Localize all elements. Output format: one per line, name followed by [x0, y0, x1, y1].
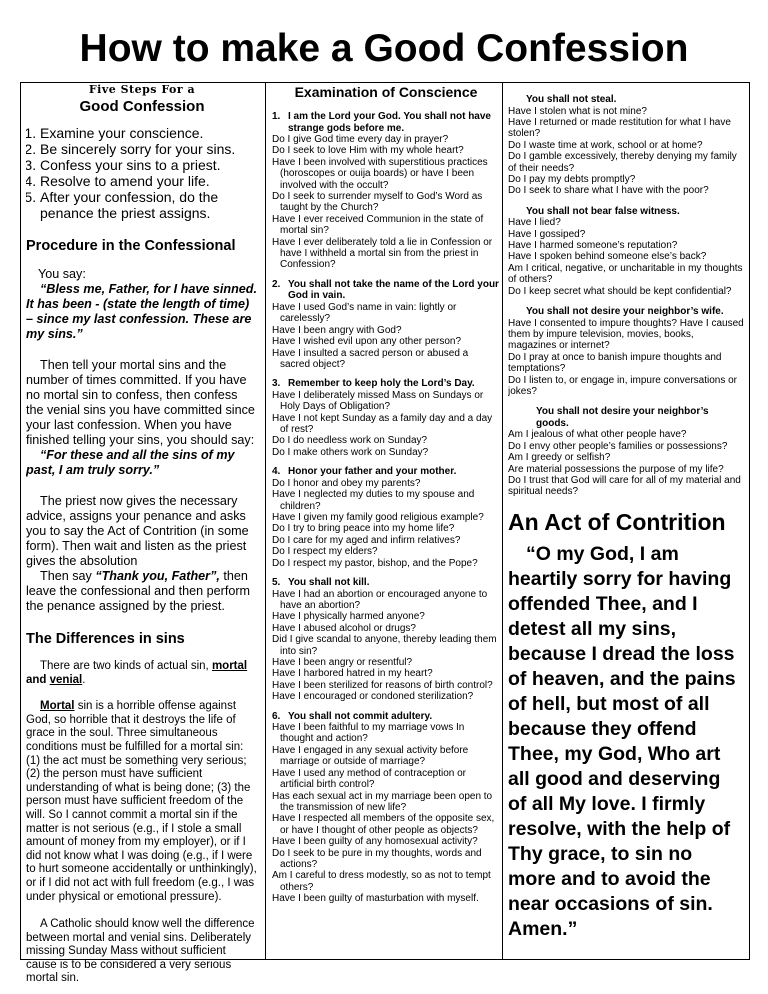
examination-question: Have I lied? [508, 217, 561, 229]
steps-heading: Good Confession [79, 98, 205, 115]
commandment-heading [272, 279, 500, 302]
act-of-contrition-text: “O my God, I am heartily sorry for having offended Thee, and I detest all my sins, because I dread the loss of heaven, and the pains of hell, but most of all because they offend Thee, my God, Who art all good and deserving of all My love. I firmly resolve, with the help of Thy grace, to sin no more and to avoid the near occasions of sin. Amen.” [508, 542, 736, 940]
commandment-heading [272, 711, 500, 723]
examination-question: Have I been angry with God? [272, 324, 402, 336]
examination-question: Do I waste time at work, school or at home? [508, 139, 703, 151]
examination-question: Have I neglected my duties to my spouse and children? [272, 489, 475, 512]
mortal-description: sin is a horrible offense against God, so horrible that it destroys the life of grace in the soul. Three simultaneous conditions must be fulfilled for a mortal sin: (1) the act must be something very serious; (2) the person must have sufficient understanding of what is being done; (3) the person must have sufficient freedom of the will. So I cannot commit a mortal sin if the matter is not serious (e.g., if I stole a small amount of money from my employer), or if I did not know what I was doing (e.g., if I were to hurt someone accidentally or unthinkingly), or if I did not act with full freedom (e.g., I was under physical or emotional pressure). [26, 700, 257, 903]
period: . [82, 673, 86, 686]
examination-question: Do I pay my debts promptly? [508, 173, 636, 185]
commandment-heading [272, 466, 500, 478]
steps-heading-small: Five Steps For a [88, 83, 196, 96]
commandment-text: Remember to keep holy the Lord’s Day. [288, 378, 475, 390]
examination-question: Have I abused alcohol or drugs? [272, 622, 416, 634]
procedure-heading: Procedure in the Confessional [26, 238, 236, 254]
venial-word: venial [49, 673, 83, 686]
thank-you-phrase: “Thank you, Father”, [95, 569, 220, 583]
examination-question: Have I used any method of contraception or artificial birth control? [272, 767, 467, 791]
commandment-heading [508, 406, 744, 429]
column-examination-cont [508, 82, 744, 942]
examination-question: Have I engaged in any sexual activity before marriage or outside of marriage? [272, 744, 469, 768]
column-steps-procedure [26, 82, 258, 986]
mortal-sin-text [26, 700, 258, 904]
examination-question: Have I ever deliberately told a lie in Confession or have I withheld a mortal sin from the priest in Confession? [272, 236, 493, 271]
examination-question: Do I try to bring peace into my home life? [272, 523, 455, 535]
examination-question: Do I honor and obey my parents? [272, 477, 421, 489]
examination-question: Have I spoken behind someone else’s back? [508, 251, 707, 263]
commandment-text: You shall not desire your neighbor’s goods. [536, 406, 709, 429]
then-tell-text: Then tell your mortal sins and the number of times committed. If you have no mortal sin to confess, then confess the venial sins you have committed since your last confession. When you have finished telling your sins, you should say: [26, 358, 255, 447]
examination-question: Have I encouraged or condoned sterilization? [272, 691, 474, 703]
examination-question: Am I jealous of what other people have? [508, 429, 687, 441]
column-divider-left [265, 82, 266, 959]
examination-question: Have I been guilty of any homosexual activity? [272, 836, 478, 848]
examination-question: Do I seek to be pure in my thoughts, words and actions? [272, 847, 482, 870]
examination-question: Do I make others work on Sunday? [272, 446, 429, 458]
commandment-heading [508, 206, 744, 218]
examination-question: Have I wished evil upon any other person? [272, 336, 462, 348]
commandment-text: You shall not kill. [288, 577, 370, 588]
examination-question: Do I seek to love Him with my whole heart? [272, 145, 464, 157]
page-title: How to make a Good Confession [79, 27, 689, 70]
examination-question: Am I critical, negative, or uncharitable in my thoughts of others? [508, 262, 743, 286]
examination-question: Have I been faithful to my marriage vows In thought and action? [272, 722, 465, 745]
examination-question: Do I respect my elders? [272, 546, 378, 558]
commandment-number [508, 306, 526, 318]
examination-question: Have I used God’s name in vain: lightly or carelessly? [272, 301, 457, 325]
examination-question: Have I stolen what is not mine? [508, 105, 647, 117]
step-item: 2. Be sincerely sorry for your sins. [40, 141, 258, 157]
examination-question: Do I trust that God will care for all of my material and spiritual needs? [508, 475, 741, 498]
commandment-number: 3. [272, 378, 281, 390]
examination-question: Have I been involved with superstitious practices (horoscopes or ouija boards) or have I been involved with the occult? [272, 156, 488, 191]
examination-question: Do I seek to share what I have with the poor? [508, 185, 709, 197]
examination-question: Have I insulted a sacred person or abused a sacred object? [272, 347, 469, 370]
then-say-a: Then say [40, 569, 96, 583]
step-item: 4. Resolve to amend your life. [40, 173, 258, 189]
examination-question: Have I not kept Sunday as a family day and a day of rest? [272, 412, 493, 436]
commandments-list-7-10 [508, 94, 744, 498]
examination-question: Did I give scandal to anyone, thereby leading them into sin? [272, 634, 497, 657]
commandment-text: Honor your father and your mother. [288, 466, 457, 478]
mortal-lead: Mortal [40, 700, 75, 713]
examination-question: Do I keep secret what should be kept confidential? [508, 285, 732, 297]
commandment-number: 5. [272, 577, 281, 588]
examination-question: Have I given my family good religious example? [272, 511, 484, 523]
commandment-text: You shall not desire your neighbor’s wife. [526, 306, 724, 318]
examination-question: Have I had an abortion or encouraged anyone to have an abortion? [272, 588, 488, 611]
examination-question: Do I pray at once to banish impure thoughts and temptations? [508, 351, 722, 375]
two-kinds-text [26, 660, 258, 687]
examination-question: Has each sexual act in my marriage been open to the transmission of new life? [272, 790, 493, 813]
commandments-list-1-6 [272, 111, 500, 905]
examination-question: Am I careful to dress modestly, so as not to tempt others? [272, 870, 491, 893]
step-item: 3. Confess your sins to a priest. [40, 157, 258, 173]
examination-question: Are material possessions the purpose of my life? [508, 463, 724, 475]
examination-question: Do I listen to, or engage in, impure conversations or jokes? [508, 374, 738, 398]
commandment-text: You shall not bear false witness. [526, 205, 680, 217]
then-say-text [26, 569, 258, 614]
column-examination [272, 82, 500, 905]
examination-question: Have I been sterilized for reasons of birth control? [272, 679, 493, 691]
bless-me-prayer: “Bless me, Father, for I have sinned. It has been - (state the length of time) – since my last confession. These are my sins.” [26, 282, 257, 341]
commandment-number: 2. [272, 278, 281, 290]
commandment-number: 6. [272, 710, 281, 722]
commandment-number [508, 206, 526, 218]
examination-heading: Examination of Conscience [294, 84, 478, 100]
and-word: and [26, 673, 50, 686]
two-kinds-a: There are two kinds of actual sin, [40, 660, 212, 672]
examination-question: Have I gossiped? [508, 228, 586, 240]
step-item: 5. After your confession, do the penance the priest assigns. [40, 189, 258, 221]
commandment-number [508, 94, 526, 106]
examination-question: Have I been angry or resentful? [272, 656, 413, 668]
commandment-heading [508, 306, 744, 318]
act-of-contrition-heading: An Act of Contrition [508, 508, 726, 535]
steps-list [26, 125, 258, 221]
examination-question: Do I gamble excessively, thereby denying my family of their needs? [508, 151, 737, 174]
column-divider-right [502, 82, 503, 959]
priest-now-text: The priest now gives the necessary advice, assigns your penance and asks you to say the Act of Contrition (in some form). Then wait and listen as the priest gives the absolution [26, 494, 249, 568]
commandment-heading [508, 94, 744, 106]
commandment-heading [272, 378, 500, 390]
mortal-word: mortal [211, 660, 248, 672]
you-say-label: You say: [38, 267, 86, 281]
examination-question: Do I respect my pastor, bishop, and the Pope? [272, 557, 478, 569]
examination-question: Do I give God time every day in prayer? [272, 134, 449, 145]
commandment-heading [272, 111, 500, 134]
commandment-text: You shall not steal. [526, 94, 617, 105]
commandment-heading [272, 577, 500, 589]
differences-heading: The Differences in sins [26, 631, 185, 647]
commandment-text: You shall not commit adultery. [288, 710, 433, 722]
examination-question: Have I harmed someone’s reputation? [508, 240, 678, 252]
then-say-b: then leave the confessional and then perform the penance assigned by the priest. [26, 569, 251, 613]
examination-question: Have I respected all members of the opposite sex, or have I thought of other people as objects? [272, 813, 495, 836]
examination-question: Have I returned or made restitution for what I have stolen? [508, 116, 731, 140]
examination-question: Do I envy other people’s families or possessions? [508, 440, 728, 452]
examination-question: Am I greedy or selfish? [508, 452, 611, 464]
examination-question: Have I harbored hatred in my heart? [272, 668, 433, 680]
examination-question: Have I ever received Communion in the state of mortal sin? [272, 213, 484, 237]
examination-question: Have I physically harmed anyone? [272, 611, 425, 623]
examination-question: Have I consented to impure thoughts? Have I caused them by impure television, movies, books, magazines or internet? [508, 317, 744, 352]
examination-question: Do I do needless work on Sunday? [272, 435, 428, 447]
examination-question: Do I seek to surrender myself to God’s Word as taught by the Church? [272, 191, 483, 214]
commandment-text: I am the Lord your God. You shall not have strange gods before me. [288, 111, 491, 134]
commandment-number [508, 406, 536, 418]
commandment-number: 4. [272, 466, 281, 478]
commandment-text: You shall not take the name of the Lord your God in vain. [288, 278, 499, 302]
commandment-number: 1. [272, 111, 281, 122]
examination-question: Do I care for my aged and infirm relatives? [272, 534, 461, 546]
examination-question: Have I deliberately missed Mass on Sundays or Holy Days of Obligation? [272, 389, 484, 413]
for-these-prayer: “For these and all the sins of my past, I am truly sorry.” [26, 448, 235, 477]
step-item: 1. Examine your conscience. [40, 125, 258, 141]
examination-question: Have I been guilty of masturbation with myself. [272, 893, 479, 905]
catholic-text: A Catholic should know well the difference between mortal and venial sins. Deliberately missing Sunday Mass without sufficient cause is to be considered a very serious mortal sin. [26, 918, 255, 985]
